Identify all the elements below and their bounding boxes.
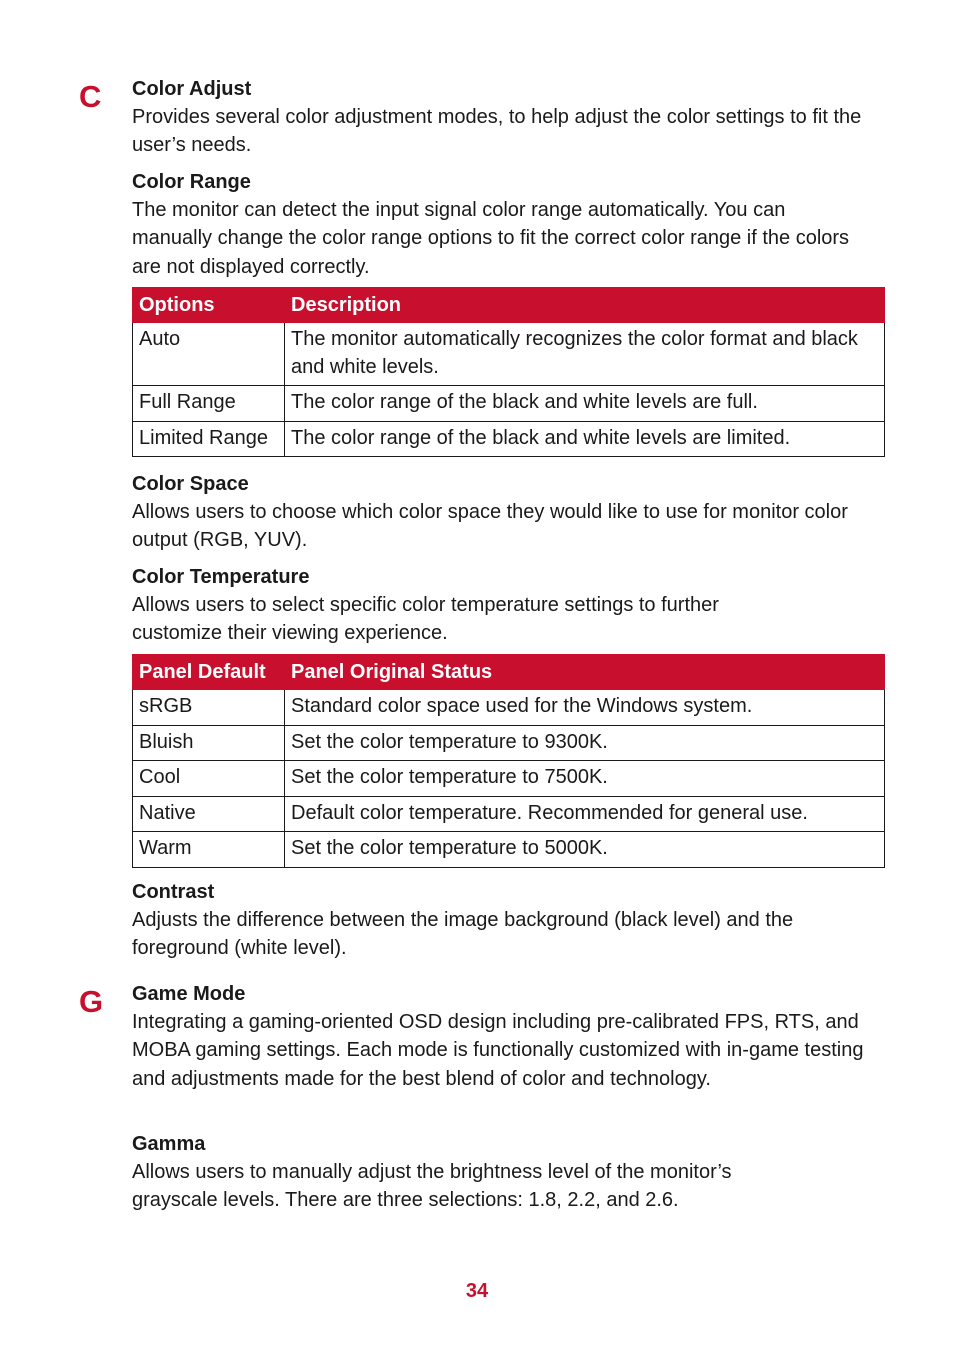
color-range-section (132, 168, 884, 281)
table-header-row (133, 288, 885, 323)
color-range-title: Color Range (132, 171, 251, 193)
color-space-title: Color Space (132, 473, 249, 495)
color-temperature-table (132, 654, 885, 868)
game-mode-section (132, 980, 884, 1093)
section-letter-c: C (79, 79, 102, 114)
contrast-body: Adjusts the difference between the image background (black level) and the foreground (white level). (132, 909, 794, 960)
gamma-title: Gamma (132, 1133, 206, 1155)
table-cell: Bluish (133, 725, 285, 761)
gamma-section (132, 1130, 884, 1215)
color-range-body: The monitor can detect the input signal color range automatically. You can manually change the color range options to fit the correct color range if the colors are not displayed correctly. (132, 199, 850, 278)
color-range-table (132, 287, 885, 457)
table-header-cell: Panel Original Status (285, 655, 885, 690)
game-mode-title: Game Mode (132, 983, 246, 1005)
gamma-body: Allows users to manually adjust the brightness level of the monitor’s grayscale levels. There are three selections: 1.8, 2.2, and 2.6. (132, 1161, 732, 1212)
table-row (133, 796, 885, 832)
color-temperature-section (132, 563, 884, 648)
table-row (133, 421, 885, 457)
table-row (133, 761, 885, 797)
color-adjust-body: Provides several color adjustment modes, to help adjust the color settings to fit the user’s needs. (132, 106, 862, 157)
table-cell: sRGB (133, 690, 285, 726)
section-letter-g: G (79, 984, 104, 1019)
color-space-section (132, 470, 884, 555)
table-header-row (133, 655, 885, 690)
contrast-section (132, 878, 884, 963)
table-header-cell: Description (285, 288, 885, 323)
table-row (133, 725, 885, 761)
contrast-title: Contrast (132, 881, 215, 903)
table-header-cell: Panel Default (133, 655, 285, 690)
table-cell: Native (133, 796, 285, 832)
table-cell: Auto (133, 323, 285, 386)
table-cell: Set the color temperature to 9300K. (285, 725, 885, 761)
color-temperature-body: Allows users to select specific color temperature settings to further customize their viewing experience. (132, 594, 719, 645)
table-cell: Set the color temperature to 5000K. (285, 832, 885, 868)
table-row (133, 832, 885, 868)
table-cell: Standard color space used for the Windows system. (285, 690, 885, 726)
color-temperature-title: Color Temperature (132, 566, 310, 588)
table-header-cell: Options (133, 288, 285, 323)
table-cell: Full Range (133, 386, 285, 422)
color-adjust-title: Color Adjust (132, 78, 252, 100)
table-cell: The color range of the black and white levels are full. (285, 386, 885, 422)
table-cell: Default color temperature. Recommended for general use. (285, 796, 885, 832)
color-adjust-section (132, 75, 884, 160)
table-cell: Warm (133, 832, 285, 868)
color-space-body: Allows users to choose which color space they would like to use for monitor color output (RGB, YUV). (132, 501, 848, 552)
table-cell: Cool (133, 761, 285, 797)
table-cell: Limited Range (133, 421, 285, 457)
table-row (133, 690, 885, 726)
game-mode-body: Integrating a gaming-oriented OSD design including pre-calibrated FPS, RTS, and MOBA gaming settings. Each mode is functionally customized with in-game testing and adjustments made for the best blend of color and technology. (132, 1011, 864, 1090)
table-cell: The color range of the black and white levels are limited. (285, 421, 885, 457)
page-number: 34 (465, 1280, 489, 1302)
table-cell: Set the color temperature to 7500K. (285, 761, 885, 797)
table-cell: The monitor automatically recognizes the color format and black and white levels. (285, 323, 885, 386)
table-row (133, 386, 885, 422)
table-row (133, 323, 885, 386)
